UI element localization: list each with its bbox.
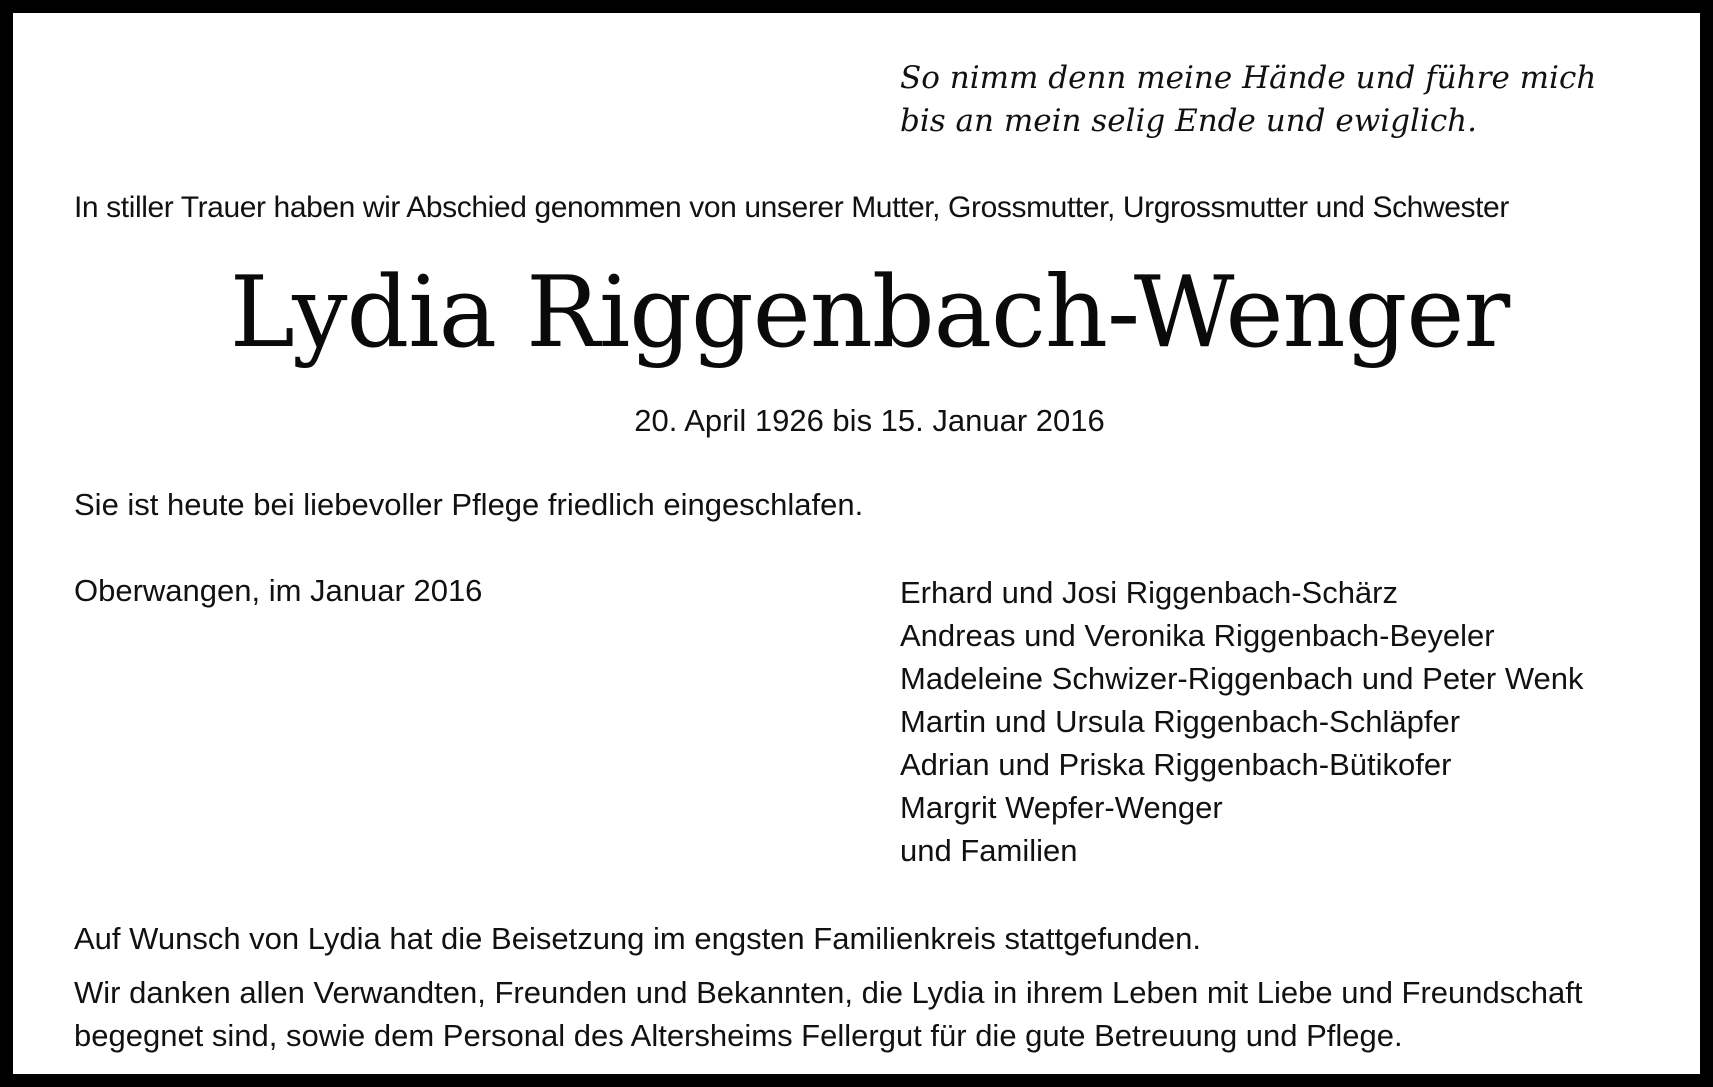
thanks-line-2: begegnet sind, sowie dem Personal des Altersheims Fellergut für die gute Betreuung und Pflege.: [74, 1018, 1403, 1053]
motto-line-1: So nimm denn meine Hände und führe mich: [900, 60, 1597, 96]
mourner-item: Martin und Ursula Riggenbach-Schläpfer: [900, 704, 1461, 739]
motto-verse: [900, 57, 1596, 143]
mourner-item: Adrian und Priska Riggenbach-Bütikofer: [900, 747, 1452, 782]
mourner-item: Margrit Wepfer-Wenger: [900, 790, 1223, 825]
mourners-list: [900, 571, 1584, 872]
place-and-date: Oberwangen, im Januar 2016: [74, 573, 483, 608]
mourner-item: und Familien: [900, 833, 1078, 868]
intro-text: In stiller Trauer haben wir Abschied genommen von unserer Mutter, Grossmutter, Urgrossmutter und Schwester: [74, 191, 1509, 224]
mourner-item: Madeleine Schwizer-Riggenbach und Peter Wenk: [900, 661, 1584, 696]
motto-line-2: bis an mein selig Ende und ewiglich.: [900, 103, 1477, 139]
life-dates: 20. April 1926 bis 15. Januar 2016: [634, 403, 1105, 438]
burial-note: Auf Wunsch von Lydia hat die Beisetzung im engsten Familienkreis stattgefunden.: [74, 921, 1201, 956]
deceased-name: Lydia Riggenbach-Wenger: [229, 256, 1510, 370]
thanks-line-1: Wir danken allen Verwandten, Freunden und Bekannten, die Lydia in ihrem Leben mit Liebe und Freundschaft: [74, 975, 1583, 1010]
death-statement: Sie ist heute bei liebevoller Pflege friedlich eingeschlafen.: [74, 487, 864, 522]
thanks-text: [74, 971, 1582, 1057]
mourner-item: Erhard und Josi Riggenbach-Schärz: [900, 575, 1398, 610]
mourner-item: Andreas und Veronika Riggenbach-Beyeler: [900, 618, 1495, 653]
